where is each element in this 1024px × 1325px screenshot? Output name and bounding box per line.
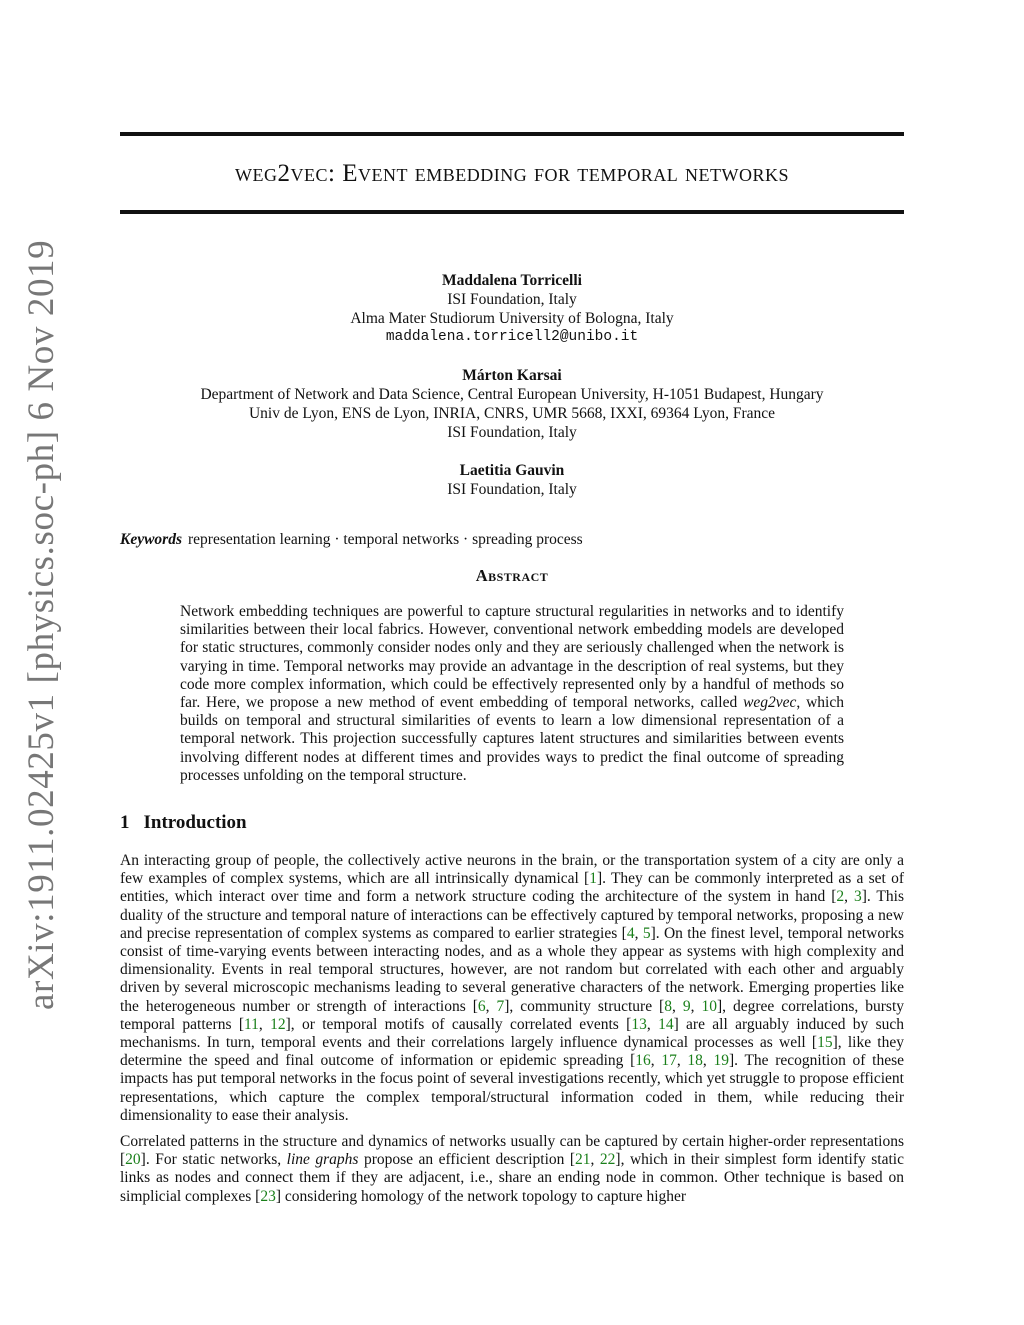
- author-affiliation: Alma Mater Studiorum University of Bologna, Italy: [350, 310, 674, 327]
- citation-link[interactable]: 18: [687, 1052, 703, 1070]
- abstract-part: Network embedding techniques are powerful to capture structural regularities in networks and to identify similarities between their local fabrics. However, conventional network embedding models are developed for static structures, commonly consider nodes only and they are seriously challenged when the network is varying in time. Temporal networks may provide an advantage in the description of real systems, but they code more complex information, which could be effectively represented only by a handful of methods so far. Here, we propose a new method of event embedding of temporal networks, called: [180, 603, 844, 712]
- citation-link[interactable]: 6: [477, 997, 486, 1015]
- arxiv-identifier-stamp: arXiv:1911.02425v1 [physics.soc-ph] 6 Nov 2019: [21, 239, 62, 1010]
- citation-link[interactable]: 9: [682, 997, 691, 1015]
- citation-link[interactable]: 3: [853, 888, 862, 906]
- text-run: ]. For static networks,: [140, 1151, 287, 1169]
- citation-link[interactable]: 14: [658, 1015, 674, 1033]
- text-run: ,: [671, 997, 683, 1015]
- text-run: ,: [485, 997, 497, 1015]
- author-2: [120, 366, 904, 442]
- text-run: Correlated patterns in the structure and dynamics of networks usually can be captured by certain higher-order representations [: [120, 1133, 904, 1169]
- text-run: ,: [634, 924, 643, 942]
- author-affiliation: ISI Foundation, Italy: [447, 481, 577, 498]
- author-affiliation: Univ de Lyon, ENS de Lyon, INRIA, CNRS, UMR 5668, IXXI, 69364 Lyon, France: [248, 405, 776, 422]
- text-run: ,: [690, 997, 702, 1015]
- text-run: ,: [258, 1015, 271, 1033]
- citation-link[interactable]: 1: [589, 870, 597, 888]
- text-run: An interacting group of people, the collectively active neurons in the brain, or the transportation system of a city are only a few examples of complex systems, which are all intrinsically dynamical [: [120, 852, 904, 888]
- citation-link[interactable]: 22: [599, 1151, 616, 1169]
- abstract-heading: Abstract: [475, 566, 549, 585]
- citation-link[interactable]: 10: [701, 997, 717, 1015]
- author-3: [120, 461, 904, 499]
- text-run: ,: [676, 1052, 688, 1070]
- citation-link[interactable]: 13: [631, 1015, 647, 1033]
- text-run: ], which in their simplest form identify static links as nodes and connect them if they are adjacent, i.e., share an ending node in common. Other technique is based on simplicial complexes [: [120, 1151, 904, 1205]
- author-affiliation: ISI Foundation, Italy: [447, 424, 577, 441]
- text-run: ,: [702, 1052, 714, 1070]
- text-run: ] are all arguably induced by such mechanisms. In turn, temporal events and their correlations largely influence dynamical processes as well [: [120, 1015, 905, 1052]
- citation-link[interactable]: 19: [713, 1052, 729, 1070]
- body-paragraph: [120, 1133, 904, 1206]
- citation-link[interactable]: 4: [626, 924, 635, 942]
- text-run: ], or temporal motifs of causally correlated events [: [285, 1015, 632, 1033]
- text-run: ], community structure [: [504, 997, 665, 1015]
- section-heading: [120, 812, 247, 834]
- text-run: ,: [590, 1151, 600, 1169]
- author-1: [120, 271, 904, 347]
- text-run: ] considering homology of the network topology to capture higher: [275, 1187, 687, 1205]
- citation-link[interactable]: 20: [125, 1151, 141, 1169]
- citation-link[interactable]: 8: [664, 997, 672, 1015]
- abstract-part: , which builds on temporal and structural similarities of events to learn a low dimensional representation of a temporal network. This projection successfully captures latent structures and similarities between events involving different nodes at different times and provides ways to predict the final outcome of spreading processes unfolding on the temporal structure.: [180, 694, 844, 784]
- introduction-body: [120, 852, 904, 1214]
- paper-title: weg2vec: Event embedding for temporal networks: [235, 160, 789, 187]
- text-run: ,: [844, 888, 854, 906]
- emphasis-text: line graphs: [286, 1151, 359, 1169]
- text-run: ]. They can be commonly interpreted as a set of entities, which interact over time and form a network structure coding the architecture of the system in hand [: [120, 870, 904, 906]
- keywords-label: Keywords: [120, 531, 182, 548]
- keywords-line: [120, 531, 583, 549]
- method-name: weg2vec: [743, 694, 797, 712]
- citation-link[interactable]: 5: [642, 924, 651, 942]
- author-block: [120, 271, 904, 518]
- author-name: Márton Karsai: [462, 367, 562, 384]
- citation-link[interactable]: 16: [635, 1052, 651, 1070]
- keywords-text: representation learning · temporal networks · spreading process: [188, 531, 583, 548]
- body-paragraph: [120, 852, 904, 1125]
- text-run: ]. On the finest level, temporal networks consist of time-varying events between interacting nodes, and as a whole they appear as systems with high complexity and dimensionality. Events in real temporal structures, however, are not random but correlated with each other and arguably driven by several microscopic mechanisms leading to several generative characters of the network. Emerging properties like the heterogeneous number or strength of interactions [: [120, 924, 905, 1015]
- citation-link[interactable]: 12: [270, 1015, 286, 1033]
- author-name: Laetitia Gauvin: [459, 462, 565, 479]
- author-name: Maddalena Torricelli: [442, 272, 582, 289]
- text-run: ], degree correlations, bursty temporal patterns [: [120, 997, 905, 1033]
- abstract-text: [180, 603, 844, 785]
- citation-link[interactable]: 23: [260, 1187, 276, 1205]
- section-title: Introduction: [143, 812, 247, 833]
- citation-link[interactable]: 7: [496, 997, 505, 1015]
- text-run: ], like they determine the speed and final outcome of information or epidemic spreading [: [120, 1034, 904, 1070]
- section-number: 1: [120, 812, 130, 833]
- citation-link[interactable]: 2: [836, 888, 845, 906]
- title-rule-top: [120, 132, 904, 136]
- text-run: ,: [646, 1015, 659, 1033]
- author-affiliation: Department of Network and Data Science, Central European University, H-1051 Budapest, Hungary: [200, 386, 824, 403]
- citation-link[interactable]: 15: [817, 1034, 833, 1052]
- citation-link[interactable]: 17: [661, 1052, 677, 1070]
- citation-link[interactable]: 11: [243, 1015, 259, 1033]
- author-email: maddalena.torricell2@unibo.it: [385, 329, 639, 345]
- title-rule-bottom: [120, 210, 904, 214]
- text-run: propose an efficient description [: [358, 1151, 576, 1169]
- text-run: ]. This duality of the structure and temporal nature of interactions can be effectively captured by temporal networks, proposing a new and precise representation of complex systems as compared to earlier strategies [: [120, 888, 904, 942]
- citation-link[interactable]: 21: [575, 1151, 591, 1169]
- author-affiliation: ISI Foundation, Italy: [447, 291, 577, 308]
- text-run: ,: [650, 1052, 662, 1070]
- text-run: ]. The recognition of these impacts has put temporal networks in the focus point of several investigations recently, which yet struggle to propose efficient representations, which capture the complex temporal/structural information coded in them, while reducing their dimensionality to ease their analysis.: [120, 1052, 904, 1124]
